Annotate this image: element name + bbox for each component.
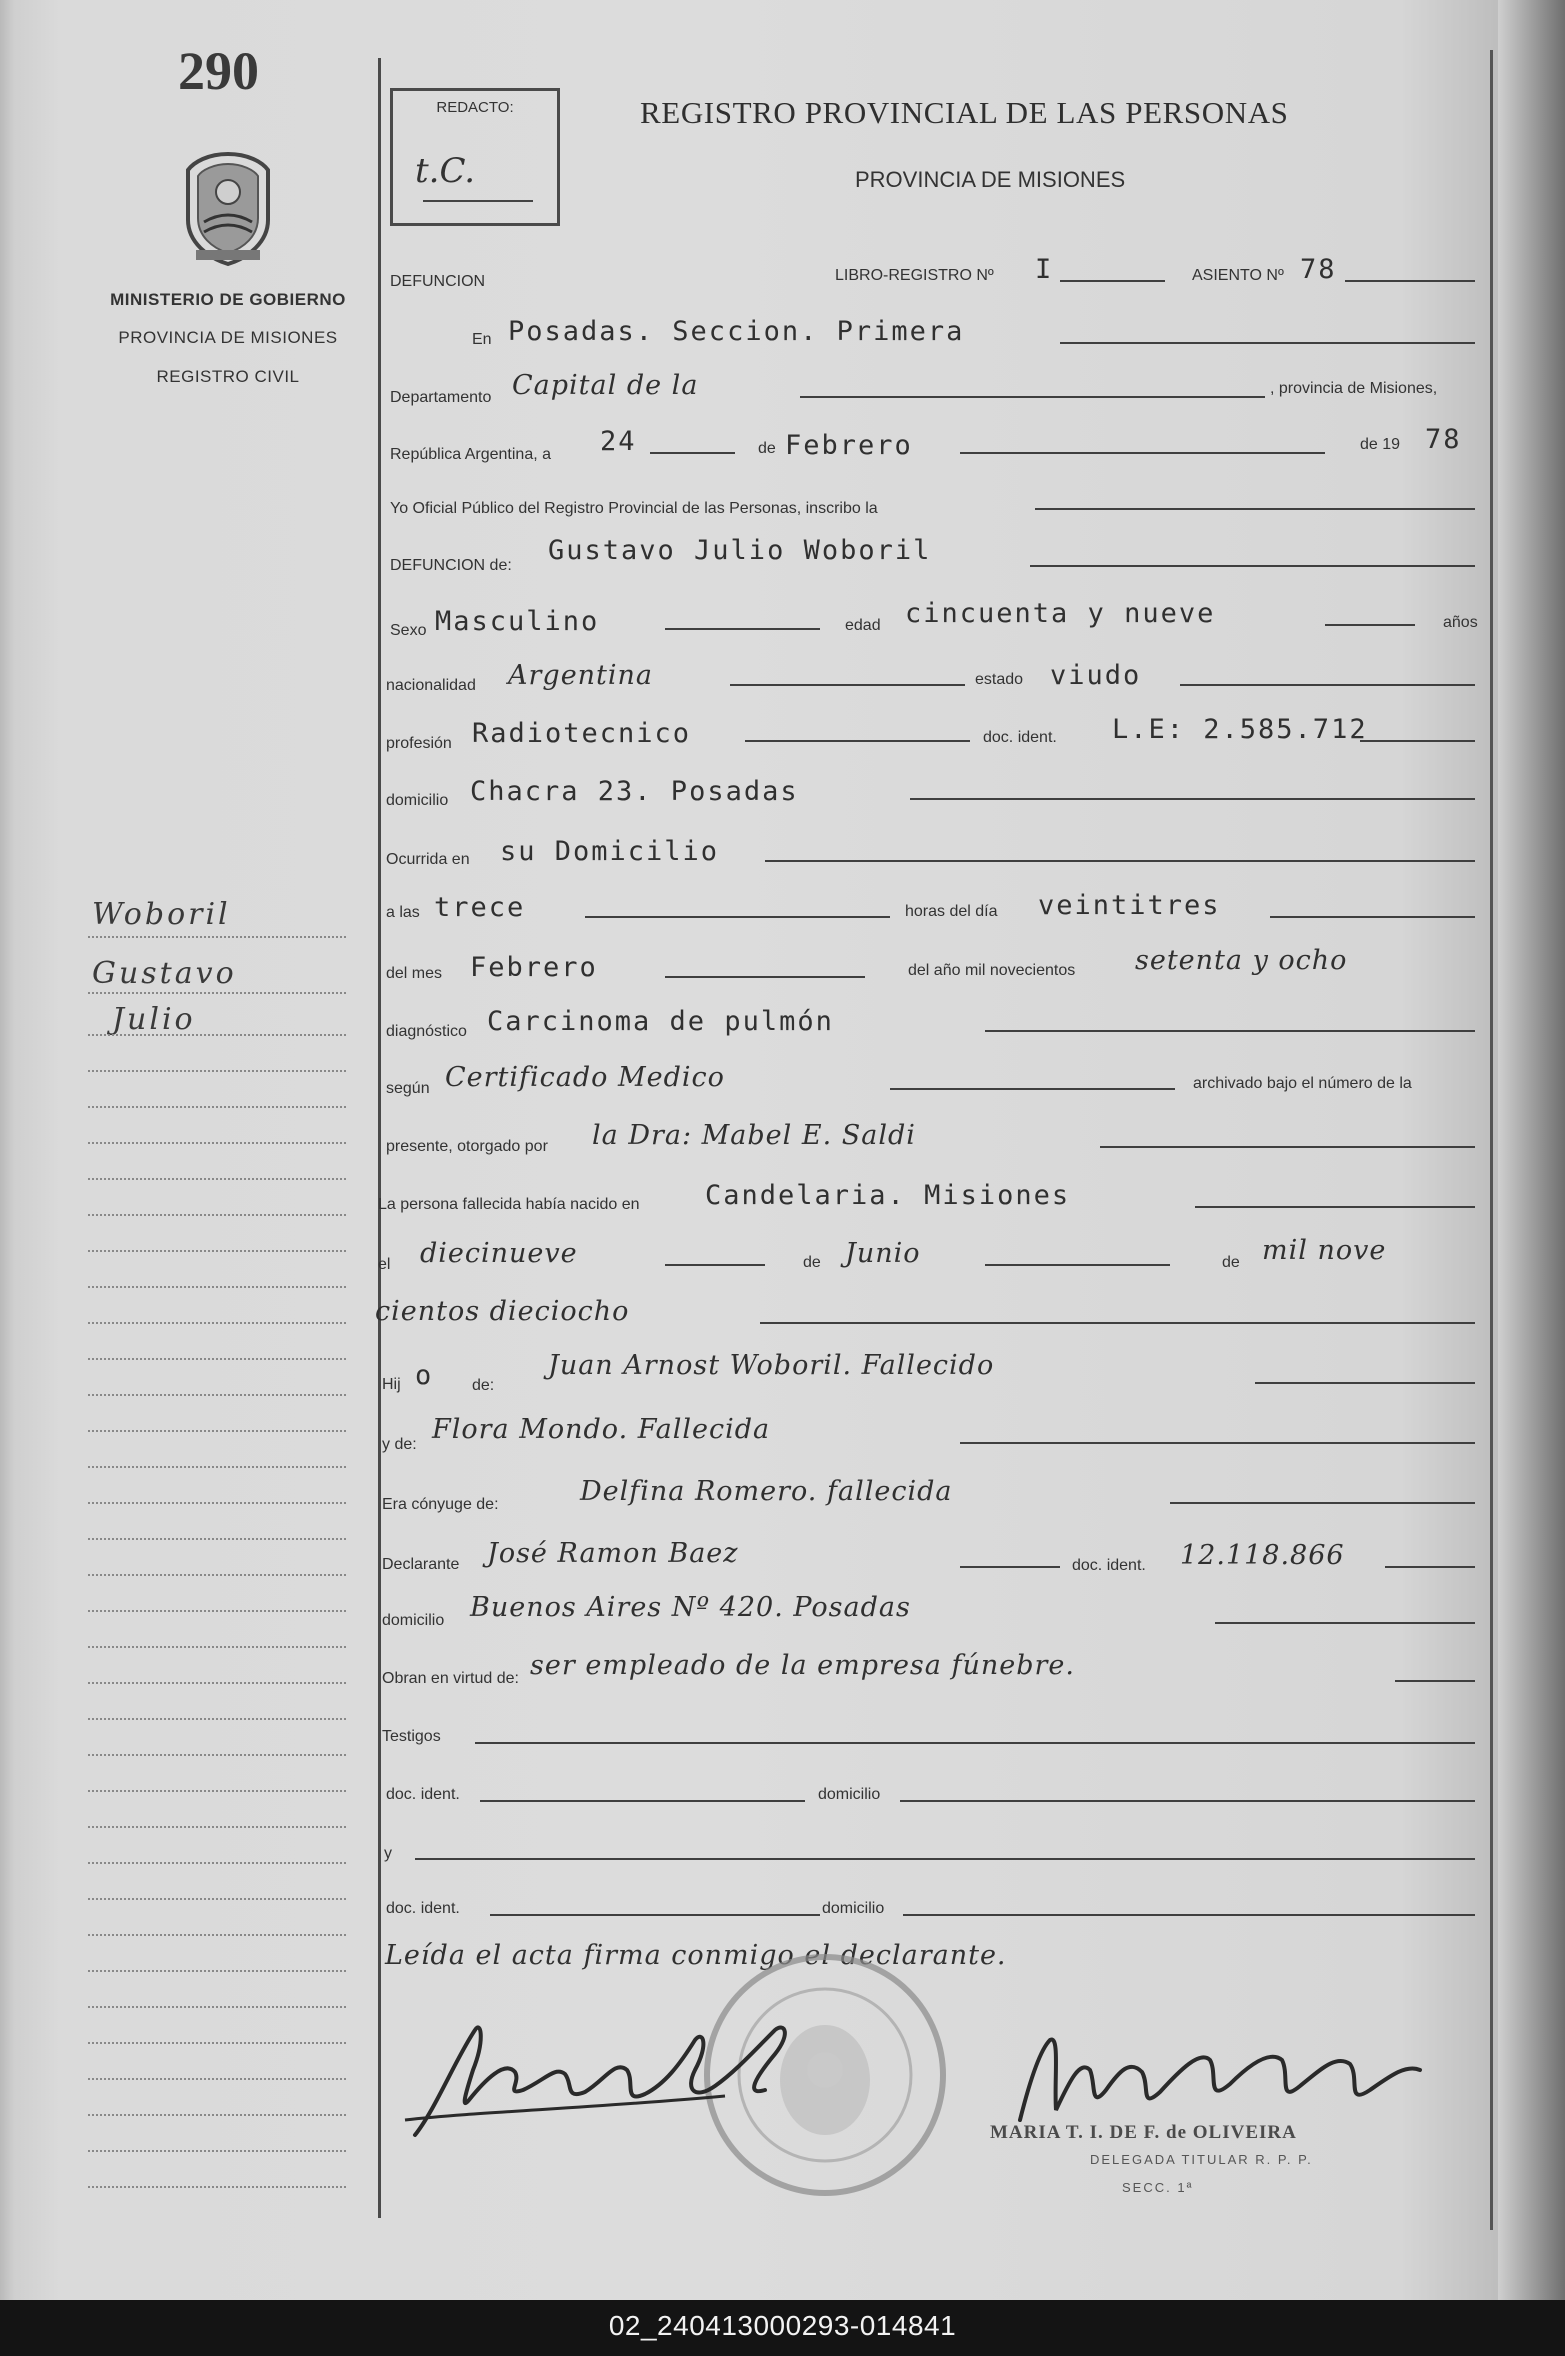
margin-rule xyxy=(88,1790,346,1792)
fecha-dia-value: 24 xyxy=(600,426,637,457)
nac-dia-line xyxy=(665,1264,765,1266)
alas-label: a las xyxy=(386,904,420,921)
fecha-de-label: de xyxy=(758,440,776,457)
lugar-line xyxy=(1060,342,1475,344)
anio-mil-value: setenta y ocho xyxy=(1135,945,1348,976)
estado-label: estado xyxy=(975,671,1024,688)
margin-rule xyxy=(88,1610,346,1612)
testigo2-dom-label: domicilio xyxy=(822,1900,885,1917)
declarante-doc-label: doc. ident. xyxy=(1072,1557,1146,1574)
fecha-anio-label: de 19 xyxy=(1360,436,1401,453)
fecha-mes-line xyxy=(960,452,1325,454)
hora-line xyxy=(585,916,890,918)
declarante-doc-line xyxy=(1385,1566,1475,1568)
conyuge-label: Era cónyuge de: xyxy=(382,1496,499,1513)
fallecido-nombre-line xyxy=(1030,565,1475,567)
archivado-label: archivado bajo el número de la xyxy=(1193,1075,1412,1092)
sexo-label: Sexo xyxy=(390,622,427,639)
defuncion-de-label: DEFUNCION de: xyxy=(390,557,512,574)
margin-rule xyxy=(88,1826,346,1828)
segun-label: según xyxy=(386,1080,430,1097)
obran-line xyxy=(1395,1680,1475,1682)
libro-value: I xyxy=(1035,254,1054,285)
hijo-de-label: de: xyxy=(472,1377,495,1394)
nacionalidad-value: Argentina xyxy=(508,660,654,691)
margin-divider xyxy=(378,58,381,2218)
redacto-initials: t.C. xyxy=(415,151,476,191)
oficial-text: Yo Oficial Público del Registro Provincial de las Personas, inscribo la xyxy=(390,500,878,517)
province-heading: PROVINCIA DE MISIONES xyxy=(118,328,338,347)
image-id-label: 02_240413000293-014841 xyxy=(608,2310,957,2341)
declarante-signature xyxy=(395,2000,825,2150)
padre-value: Juan Arnost Woboril. Fallecido xyxy=(548,1350,995,1381)
domicilio-value: Chacra 23. Posadas xyxy=(470,776,799,807)
defuncion-label: DEFUNCION xyxy=(390,273,486,290)
redacto-box xyxy=(390,88,560,226)
document-title: REGISTRO PROVINCIAL DE LAS PERSONAS xyxy=(640,95,1289,130)
declarante-dom-label: domicilio xyxy=(382,1612,445,1629)
margin-rule xyxy=(88,1142,346,1144)
conyuge-line xyxy=(1170,1502,1475,1504)
domicilio-line xyxy=(910,798,1475,800)
edad-value: cincuenta y nueve xyxy=(905,598,1216,629)
ocurrida-label: Ocurrida en xyxy=(386,851,470,868)
diagnostico-value: Carcinoma de pulmón xyxy=(487,1006,834,1037)
official-section: SECC. 1ª xyxy=(1122,2180,1194,2195)
doc-value: L.E: 2.585.712 xyxy=(1112,714,1368,745)
margin-rule xyxy=(88,1970,346,1972)
libro-line xyxy=(1060,280,1165,282)
diagnostico-line xyxy=(985,1030,1475,1032)
margin-rule xyxy=(88,1430,346,1432)
republica-label: República Argentina, a xyxy=(390,446,551,463)
medico-value: la Dra: Mabel E. Saldi xyxy=(592,1120,916,1151)
nac-dia-value: diecinueve xyxy=(420,1238,578,1269)
medico-line xyxy=(1100,1146,1475,1148)
estado-civil-line xyxy=(1180,684,1475,686)
margin-rule xyxy=(88,1718,346,1720)
departamento-label: Departamento xyxy=(390,389,492,406)
delmes-value: Febrero xyxy=(470,952,598,983)
fallecido-nombre-value: Gustavo Julio Woboril xyxy=(548,535,932,566)
nac-anio-line xyxy=(760,1322,1475,1324)
document-subtitle: PROVINCIA DE MISIONES xyxy=(855,167,1126,192)
margin-rule xyxy=(88,1286,346,1288)
margin-rule xyxy=(88,1574,346,1576)
hijo-label: Hij xyxy=(382,1376,401,1393)
nac-anio-value-1: mil nove xyxy=(1262,1235,1387,1266)
edad-label: edad xyxy=(845,617,881,634)
margin-rule xyxy=(88,1178,346,1180)
fecha-dia-line xyxy=(650,452,735,454)
margin-rule xyxy=(88,992,346,994)
estado-civil-value: viudo xyxy=(1050,660,1142,691)
hora-value: trece xyxy=(434,892,526,923)
en-label: En xyxy=(472,331,492,348)
registry-heading: REGISTRO CIVIL xyxy=(156,367,300,386)
testigo2-label: y xyxy=(384,1845,392,1862)
segun-line xyxy=(890,1088,1175,1090)
nac-de2-label: de xyxy=(1222,1254,1240,1271)
margin-rule xyxy=(88,2078,346,2080)
edad-line xyxy=(1325,624,1415,626)
conyuge-value: Delfina Romero. fallecida xyxy=(580,1476,953,1507)
margin-note-second-name: Julio xyxy=(112,1002,196,1037)
profesion-label: profesión xyxy=(386,735,452,752)
obran-label: Obran en virtud de: xyxy=(382,1670,519,1687)
anio-mil-label: del año mil novecientos xyxy=(908,962,1076,979)
nac-el-label: el xyxy=(378,1256,391,1273)
margin-rule xyxy=(88,936,346,938)
profesion-line xyxy=(745,740,970,742)
madre-value: Flora Mondo. Fallecida xyxy=(432,1414,771,1445)
testigo2-line xyxy=(415,1858,1475,1860)
page-number: 290 xyxy=(178,41,259,101)
nacido-lugar-line xyxy=(1195,1206,1475,1208)
fecha-mes-value: Febrero xyxy=(785,430,913,461)
nac-de-label: de xyxy=(803,1254,821,1271)
doc-label: doc. ident. xyxy=(983,729,1057,746)
provincial-crest-icon xyxy=(178,150,278,268)
hijo-suffix: o xyxy=(415,1360,434,1391)
margin-rule xyxy=(88,1106,346,1108)
horas-label: horas del día xyxy=(905,903,998,920)
ministry-heading: MINISTERIO DE GOBIERNO xyxy=(110,290,346,309)
departamento-line xyxy=(800,396,1265,398)
sexo-line xyxy=(665,628,820,630)
nac-anio-value-2: cientos dieciocho xyxy=(375,1296,630,1327)
testigo1-dom-label: domicilio xyxy=(818,1786,881,1803)
margin-rule xyxy=(88,1322,346,1324)
testigo1-doc-line xyxy=(480,1800,805,1802)
dia-texto-line xyxy=(1270,916,1475,918)
margin-rule xyxy=(88,1898,346,1900)
margin-note-surname: Woboril xyxy=(92,897,231,932)
margin-rule xyxy=(88,1862,346,1864)
declarante-dom-value: Buenos Aires Nº 420. Posadas xyxy=(470,1592,911,1623)
margin-rule xyxy=(88,2114,346,2116)
margin-rule xyxy=(88,1214,346,1216)
margin-rule xyxy=(88,1502,346,1504)
margin-rule xyxy=(88,1466,346,1468)
nacido-label: La persona fallecida había nacido en xyxy=(378,1196,640,1213)
diagnostico-label: diagnóstico xyxy=(386,1023,467,1040)
margin-rule xyxy=(88,1934,346,1936)
domicilio-label: domicilio xyxy=(386,792,449,809)
declarante-line xyxy=(960,1566,1060,1568)
declarante-value: José Ramon Baez xyxy=(487,1538,739,1569)
departamento-value: Capital de la xyxy=(512,370,699,401)
testigo1-dom-line xyxy=(900,1800,1475,1802)
closing-statement: Leída el acta firma conmigo el declarante. xyxy=(385,1940,1007,1971)
ocurrida-value: su Domicilio xyxy=(500,836,720,867)
segun-value: Certificado Medico xyxy=(445,1062,725,1093)
presente-label: presente, otorgado por xyxy=(386,1138,548,1155)
margin-rule xyxy=(88,2042,346,2044)
asiento-value: 78 xyxy=(1300,254,1337,285)
obran-value: ser empleado de la empresa fúnebre. xyxy=(530,1650,1075,1681)
asiento-line xyxy=(1345,280,1475,282)
madre-line xyxy=(960,1442,1475,1444)
testigo2-doc-label: doc. ident. xyxy=(386,1900,460,1917)
margin-rule xyxy=(88,1034,346,1036)
delmes-line xyxy=(665,976,865,978)
nacionalidad-line xyxy=(730,684,965,686)
nacido-lugar-value: Candelaria. Misiones xyxy=(705,1180,1071,1211)
declarante-doc-value: 12.118.866 xyxy=(1180,1540,1345,1571)
padre-line xyxy=(1255,1382,1475,1384)
redacto-underline xyxy=(423,200,533,202)
fecha-anio-value: 78 xyxy=(1425,424,1462,455)
declarante-label: Declarante xyxy=(382,1556,460,1573)
margin-rule xyxy=(88,1538,346,1540)
margin-rule xyxy=(88,2150,346,2152)
ocurrida-line xyxy=(765,860,1475,862)
nac-mes-line xyxy=(985,1264,1170,1266)
margin-rule xyxy=(88,2006,346,2008)
declarante-dom-line xyxy=(1215,1622,1475,1624)
lugar-value: Posadas. Seccion. Primera xyxy=(508,316,965,347)
profesion-value: Radiotecnico xyxy=(472,718,692,749)
provincia-suffix: , provincia de Misiones, xyxy=(1270,380,1438,397)
margin-rule xyxy=(88,1250,346,1252)
doc-line xyxy=(1360,740,1475,742)
margin-rule xyxy=(88,1682,346,1684)
oficial-line xyxy=(1035,508,1475,510)
testigos-line xyxy=(475,1742,1475,1744)
delmes-label: del mes xyxy=(386,965,443,982)
testigo2-dom-line xyxy=(903,1914,1475,1916)
official-name: MARIA T. I. DE F. de OLIVEIRA xyxy=(990,2122,1297,2143)
frame-border xyxy=(1490,50,1493,2230)
margin-rule xyxy=(88,2186,346,2188)
margin-rule xyxy=(88,1358,346,1360)
margin-rule xyxy=(88,1646,346,1648)
margin-rule xyxy=(88,1754,346,1756)
libro-label: LIBRO-REGISTRO Nº xyxy=(835,267,994,284)
redacto-label: REDACTO: xyxy=(436,99,514,116)
nacionalidad-label: nacionalidad xyxy=(386,677,476,694)
testigo2-doc-line xyxy=(490,1914,820,1916)
margin-rule xyxy=(88,1394,346,1396)
testigo1-doc-label: doc. ident. xyxy=(386,1786,460,1803)
official-title: DELEGADA TITULAR R. P. P. xyxy=(1090,2152,1313,2167)
ymadre-label: y de: xyxy=(382,1436,417,1453)
dia-texto-value: veintitres xyxy=(1038,890,1221,921)
testigos-label: Testigos xyxy=(382,1728,441,1745)
margin-rule xyxy=(88,1070,346,1072)
margin-note-name: Gustavo xyxy=(92,956,237,991)
asiento-label: ASIENTO Nº xyxy=(1192,267,1284,284)
nac-mes-value: Junio xyxy=(845,1238,921,1269)
anos-label: años xyxy=(1443,614,1478,631)
page-edge xyxy=(1498,0,1565,2300)
sexo-value: Masculino xyxy=(435,606,600,637)
